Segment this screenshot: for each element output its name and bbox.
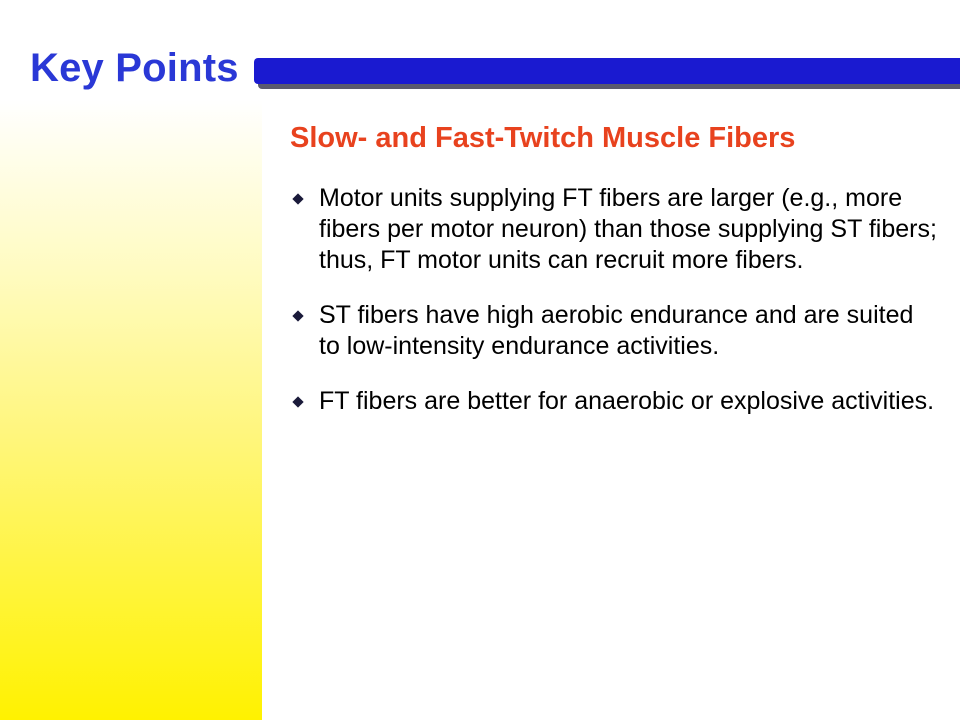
slide-title: Key Points [30, 46, 239, 90]
bullet-text: Motor units supplying FT fibers are larger (e.g., more fibers per motor neuron) than those supplying ST fibers; thus, FT motor units can recruit more fibers. [319, 184, 937, 274]
title-bar [254, 58, 960, 84]
yellow-gradient-panel [0, 100, 262, 720]
bullet-item [290, 183, 940, 276]
diamond-bullet-icon [292, 310, 303, 321]
bullet-text: ST fibers have high aerobic endurance and are suited to low-intensity endurance activities. [319, 301, 914, 360]
bullet-item [290, 300, 940, 362]
bullet-text: FT fibers are better for anaerobic or explosive activities. [319, 387, 935, 415]
bullet-item [290, 386, 940, 417]
diamond-bullet-icon [292, 396, 303, 407]
diamond-bullet-icon [292, 193, 303, 204]
bullet-list [290, 183, 940, 441]
section-heading: Slow- and Fast-Twitch Muscle Fibers [290, 122, 796, 154]
